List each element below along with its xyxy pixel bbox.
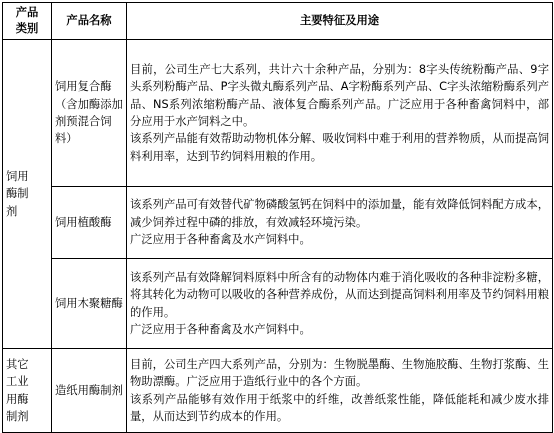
product-description-cell (127, 187, 553, 259)
description-paragraph: 目前，公司生产四大系列产品，分别为：生物脱墨酶、生物施胶酶、生物打浆酶、生物助漂酶。广泛应用于造纸行业中的各个方面。 (130, 357, 549, 389)
description-paragraph: 广泛应用于各种畜禽及水产饲料中。 (130, 322, 311, 336)
product-description-cell (127, 40, 553, 187)
category-cell: 饲用 酶制 剂 (3, 40, 52, 349)
product-name-cell: 造纸用酶制剂 (52, 349, 127, 433)
product-name-cell: 饲用植酸酶 (52, 187, 127, 259)
description-paragraph: 目前，公司生产七大系列，共计六十余种产品，分别为：8字头传统粉酶产品、9字头系列粉酶产品、P字头微丸酶系列产品、A字粉酶系列产品、C字头浓缩粉酶系列产品、NS系列浓缩粉酶产品、液体复合酶系列产品。广泛应用于各种畜禽饲料中，部分应用于水产饲料之中。 (130, 62, 549, 128)
header-features: 主要特征及用途 (127, 3, 553, 40)
table-row (3, 40, 553, 187)
description-paragraph: 该系列产品能有效帮助动物机体分解、吸收饲料中难于利用的营养物质，从而提高饲料利用率，达到节约饲料用粮的作用。 (130, 132, 549, 163)
category-cell: 其它 工业 用酶 制剂 (3, 349, 52, 433)
description-paragraph: 该系列产品有效降解饲料原料中所含有的动物体内难于消化吸收的各种非淀粉多糖，将其转化为动物可以吸收的各种营养成份，从而达到提高饲料利用率及节约饲料用粮的作用。 (130, 270, 549, 319)
product-description-cell (127, 259, 553, 349)
description-paragraph: 广泛应用于各种畜禽及水产饲料中。 (130, 233, 311, 247)
header-product-name: 产品名称 (52, 3, 127, 40)
table-header-row (3, 3, 553, 40)
product-name-cell: 饲用复合酶（含加酶添加剂预混合饲料） (52, 40, 127, 187)
header-category: 产品 类别 (3, 3, 52, 40)
description-paragraph: 该系列产品能够有效作用于纸浆中的纤维，改善纸浆性能，降低能耗和减少废水排量，从而达到节约成本的作用。 (130, 392, 549, 423)
table-row (3, 259, 553, 349)
product-description-cell (127, 349, 553, 433)
table-row (3, 187, 553, 259)
product-name-cell: 饲用木聚糖酶 (52, 259, 127, 349)
product-table (2, 2, 553, 433)
description-paragraph: 该系列产品可有效替代矿物磷酸氢钙在饲料中的添加量，能有效降低饲料配方成本，减少饲养过程中磷的排放，有效减轻环境污染。 (130, 198, 549, 229)
table-row (3, 349, 553, 433)
